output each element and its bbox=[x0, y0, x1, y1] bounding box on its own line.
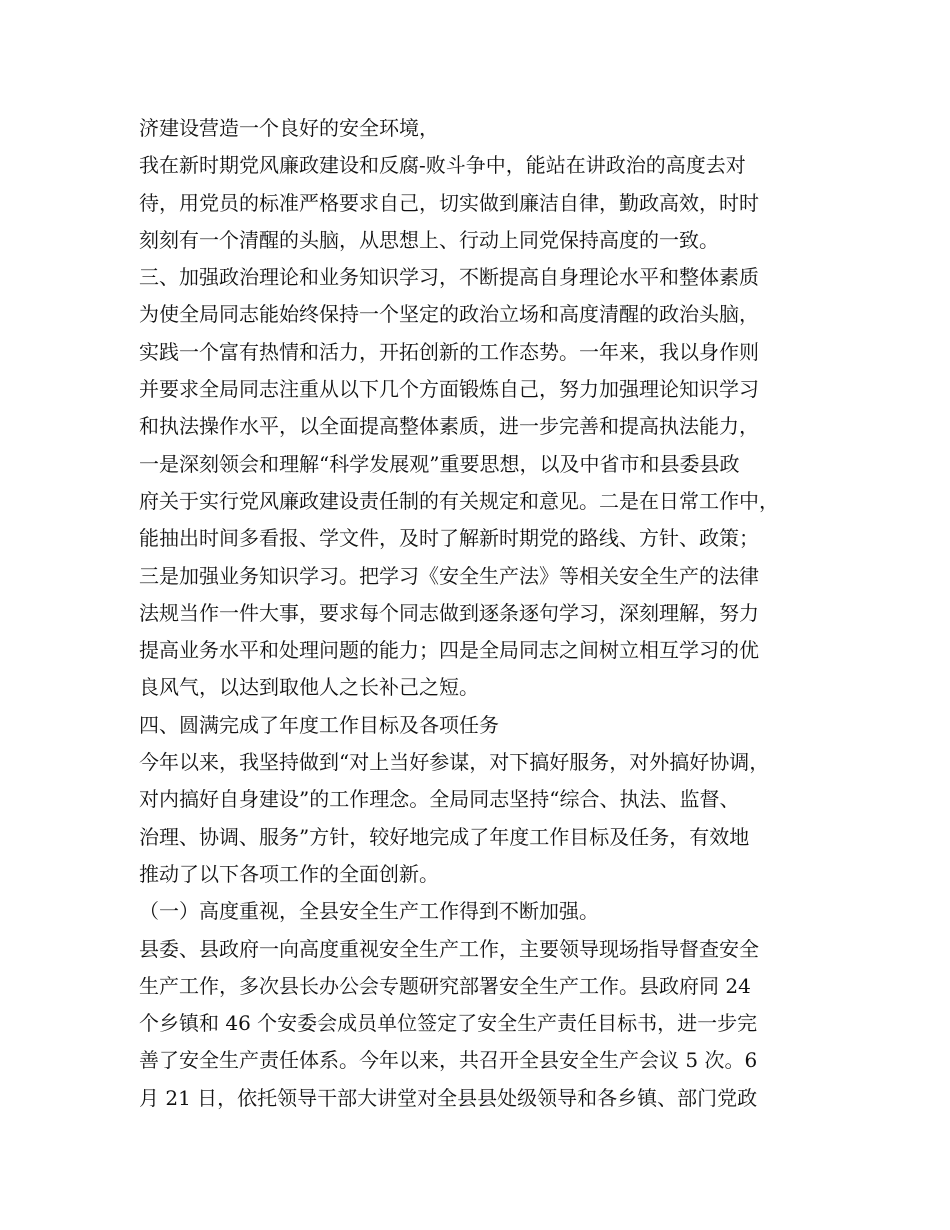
text-line: 生产工作，多次县长办公会专题研究部署安全生产工作。县政府同 24 bbox=[139, 973, 751, 998]
text-line: 刻刻有一个清醒的头脑，从思想上、行动上同党保持高度的一致。 bbox=[139, 227, 719, 252]
section-heading: 四、圆满完成了年度工作目标及各项任务 bbox=[139, 712, 499, 737]
text-line: 善了安全生产责任体系。今年以来，共召开全县安全生产会议 5 次。6 bbox=[139, 1048, 758, 1073]
text-line: 和执法操作水平，以全面提高整体素质，进一步完善和提高执法能力， bbox=[139, 414, 759, 439]
text-line: 法规当作一件大事，要求每个同志做到逐条逐句学习，深刻理解，努力 bbox=[139, 600, 759, 625]
text-line: 良风气，以达到取他人之长补己之短。 bbox=[139, 675, 479, 700]
text-line: 县委、县政府一向高度重视安全生产工作，主要领导现场指导督查安全 bbox=[139, 936, 759, 961]
text-line: 待，用党员的标准严格要求自己，切实做到廉洁自律，勤政高效，时时 bbox=[139, 190, 759, 215]
text-line: 能抽出时间多看报、学文件，及时了解新时期党的路线、方针、政策； bbox=[139, 526, 759, 551]
text-line: 月 21 日，依托领导干部大讲堂对全县县处级领导和各乡镇、部门党政 bbox=[139, 1085, 758, 1110]
text-line: 提高业务水平和处理问题的能力；四是全局同志之间树立相互学习的优 bbox=[139, 638, 759, 663]
text-line: 为使全局同志能始终保持一个坚定的政治立场和高度清醒的政治头脑， bbox=[139, 302, 759, 327]
document-body bbox=[139, 110, 829, 1117]
subsection-heading: （一）高度重视，全县安全生产工作得到不断加强。 bbox=[139, 899, 599, 924]
text-line: 治理、协调、服务”方针，较好地完成了年度工作目标及任务，有效地 bbox=[139, 824, 750, 849]
text-line: 实践一个富有热情和活力，开拓创新的工作态势。一年来，我以身作则 bbox=[139, 339, 759, 364]
text-line: 推动了以下各项工作的全面创新。 bbox=[139, 861, 439, 886]
text-line: 三是加强业务知识学习。把学习《安全生产法》等相关安全生产的法律 bbox=[139, 563, 759, 588]
text-line: 一是深刻领会和理解“科学发展观”重要思想，以及中省市和县委县政 bbox=[139, 451, 740, 476]
text-line: 对内搞好自身建设”的工作理念。全局同志坚持“综合、执法、监督、 bbox=[139, 787, 740, 812]
text-line: 我在新时期党风廉政建设和反腐-败斗争中，能站在讲政治的高度去对 bbox=[139, 153, 746, 178]
text-line: 个乡镇和 46 个安委会成员单位签定了安全生产责任目标书，进一步完 bbox=[139, 1011, 758, 1036]
text-line: 今年以来，我坚持做到“对上当好参谋，对下搞好服务，对外搞好协调， bbox=[139, 750, 770, 775]
section-heading: 三、加强政治理论和业务知识学习，不断提高自身理论水平和整体素质 bbox=[139, 265, 759, 290]
text-line: 济建设营造一个良好的安全环境， bbox=[139, 116, 439, 140]
text-line: 并要求全局同志注重从以下几个方面锻炼自己，努力加强理论知识学习 bbox=[139, 377, 759, 402]
text-line: 府关于实行党风廉政建设责任制的有关规定和意见。二是在日常工作中， bbox=[139, 488, 779, 513]
